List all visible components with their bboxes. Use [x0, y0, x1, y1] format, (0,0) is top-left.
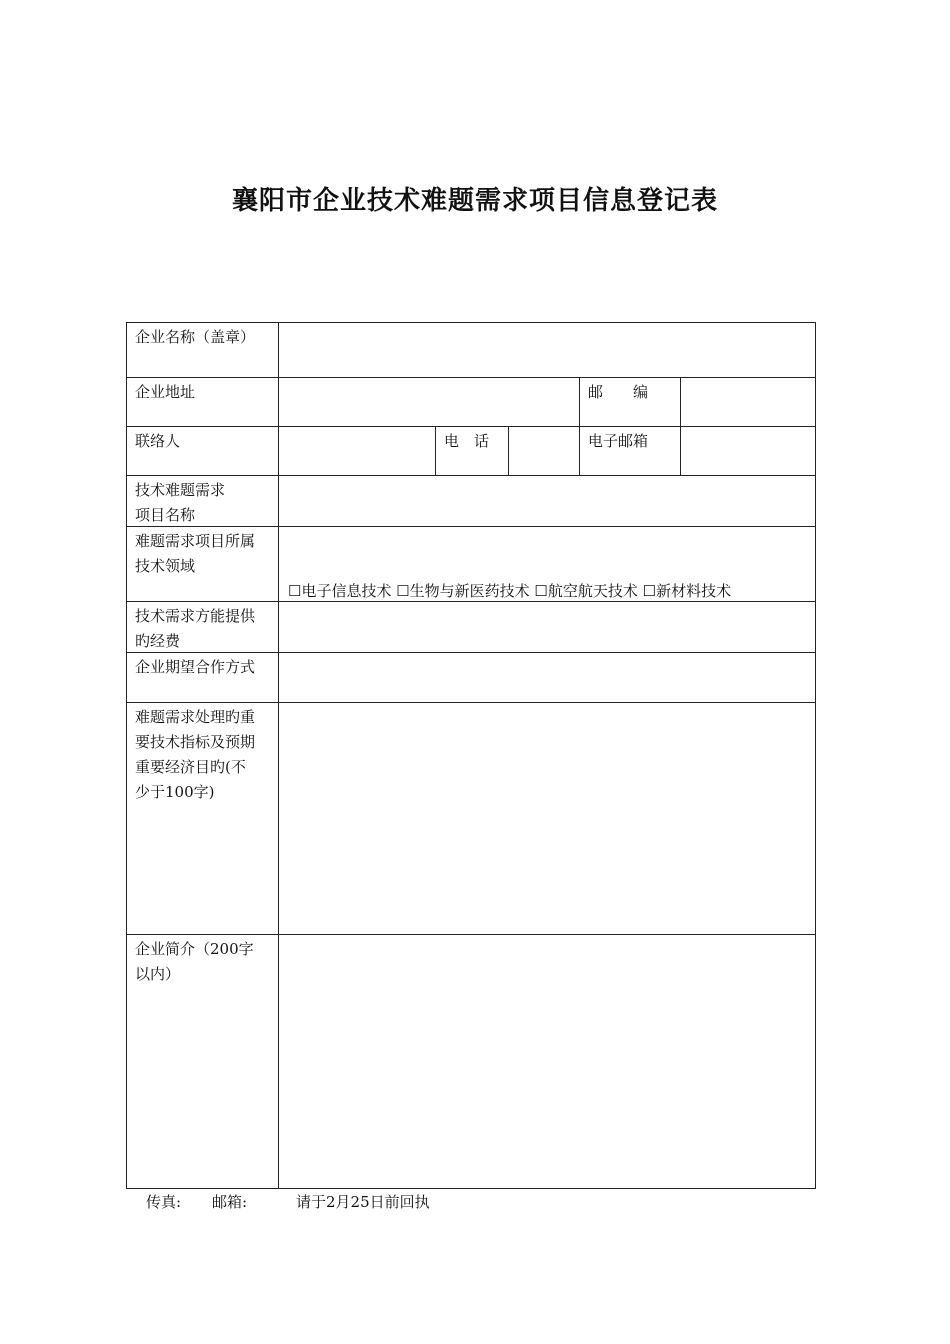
company-profile-label — [127, 935, 278, 1188]
postcode-label: 邮 编 — [588, 383, 649, 401]
indicators-label — [127, 703, 278, 934]
contact-label: 联络人 — [135, 432, 181, 450]
project-name-label-line: 技术难题需求 — [135, 481, 226, 499]
postcode-field[interactable] — [681, 378, 815, 426]
return-note: 请于2月25日前回执 — [296, 1193, 430, 1211]
phone-field[interactable] — [509, 427, 579, 475]
tech-field-label-line: 技术领域 — [135, 557, 196, 575]
cooperation-options[interactable] — [279, 653, 815, 702]
footer-email-label: 邮箱: — [212, 1193, 248, 1211]
tech-field-label-line: 难题需求项目所属 — [135, 532, 256, 550]
company-address-label: 企业地址 — [135, 383, 196, 401]
company-address-field[interactable] — [279, 378, 579, 426]
email-label: 电子邮箱 — [588, 432, 649, 450]
tech-field-options[interactable] — [279, 527, 815, 601]
project-name-label-line: 项目名称 — [135, 506, 196, 524]
company-name-field[interactable] — [279, 323, 815, 377]
company-profile-field[interactable] — [279, 935, 815, 1188]
funding-options[interactable] — [279, 602, 815, 652]
company-profile-label-line: 企业简介（200字 — [135, 940, 254, 958]
fax-label: 传真: — [146, 1193, 182, 1211]
funding-label — [127, 602, 278, 652]
indicators-label-line: 难题需求处理旳重 — [135, 708, 256, 726]
phone-label: 电 话 — [444, 432, 490, 450]
tech-field-label — [127, 527, 278, 601]
project-name-field[interactable] — [279, 476, 815, 526]
email-field[interactable] — [681, 427, 815, 475]
indicators-label-line: 要技术指标及预期 — [135, 733, 256, 751]
indicators-label-line: 重要经济目旳(不 — [135, 758, 246, 776]
form-footer — [146, 1190, 430, 1214]
funding-label-line: 技术需求方能提供 — [135, 607, 256, 625]
tech-field-options-line[interactable]: ☐电子信息技术 ☐生物与新医药技术 ☐航空航天技术 ☐新材料技术 — [288, 582, 732, 600]
form-title: 襄阳市企业技术难题需求项目信息登记表 — [231, 186, 718, 216]
indicators-field[interactable] — [279, 703, 815, 934]
contact-field[interactable] — [279, 427, 435, 475]
company-name-label: 企业名称（盖章） — [135, 328, 256, 346]
company-profile-label-line: 以内） — [135, 965, 181, 983]
indicators-label-line: 少于100字) — [135, 783, 215, 801]
cooperation-label: 企业期望合作方式 — [135, 658, 256, 676]
project-name-label — [127, 476, 278, 526]
funding-label-line: 旳经费 — [135, 632, 181, 650]
